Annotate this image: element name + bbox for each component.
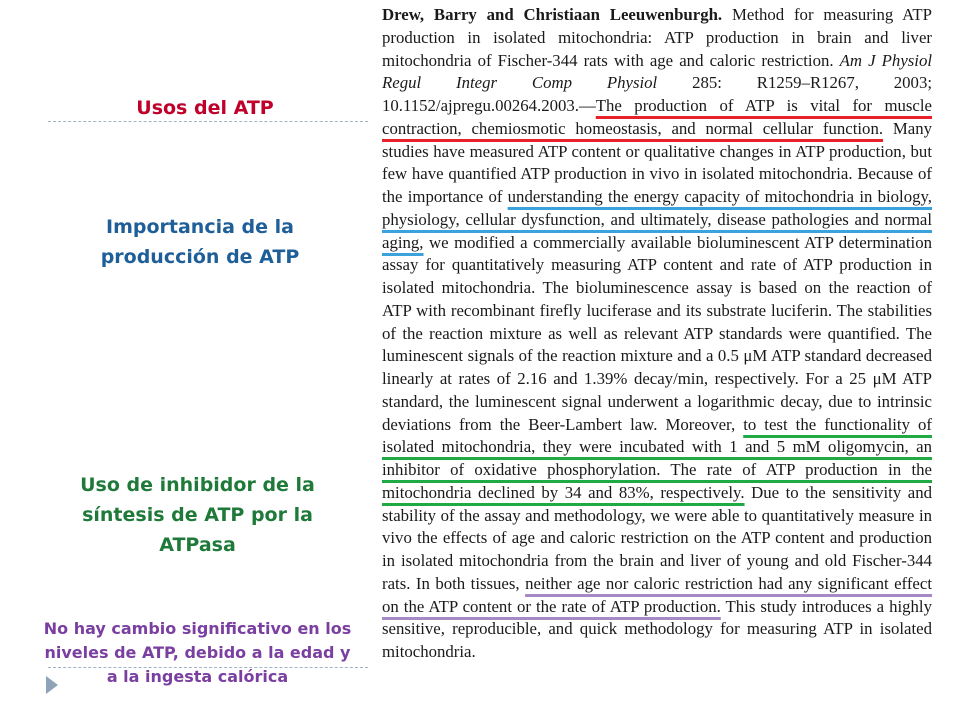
highlight-purple: neither age nor caloric restriction had any significant effect on the ATP content or the rate of ATP production. <box>382 573 932 616</box>
highlight-red: The production of ATP is vital for muscle contraction, chemiosmotic homeostasis, and normal cellular function. <box>382 96 932 138</box>
article-citation: 285: R1259–R1267, 2003; 10.1152/ajpregu.00264.2003.— <box>382 73 932 115</box>
article-text-b: we modified a commercially available bioluminescent ATP determination assay for quantitatively measuring ATP content and rate of ATP production in isolated mitochondria. The bioluminescence assay is based on the reaction of ATP with recombinant firefly luciferase and its substrate luciferin. The stabilities of the reaction mixture as well as relevant ATP standards were quantified. The luminescent signals of the reaction mixture and a 0.5 μM ATP standard decreased linearly at rates of 2.16 and 1.39% decay/min, respectively. For a 25 μM ATP standard, the luminescent signal underwent a logarithmic decay, due to intrinsic deviations from the Beer-Lambert law. Moreover, <box>382 232 932 434</box>
article-title: Method for measuring ATP production in isolated mitochondria: ATP production in brain and liver mitochondria of Fischer-344 rats with age and caloric restriction. <box>382 5 932 70</box>
note-usos-del-atp: Usos del ATP <box>136 97 274 119</box>
divider-bottom <box>48 667 368 668</box>
note-no-hay-cambio: No hay cambio significativo en los niveles de ATP, debido a la edad y a la ingesta calórica <box>43 619 352 686</box>
article-authors: Drew, Barry and Christiaan Leeuwenburgh. <box>382 5 723 24</box>
highlight-green: to test the functionality of isolated mitochondria, they were incubated with 1 and 5 mM oligomycin, an inhibitor of oxidative phosphorylation. The rate of ATP production in the mitochondria declined by 34 and 83%, respectively. <box>382 414 932 502</box>
note-importancia-produccion: Importancia de la producción de ATP <box>100 216 300 268</box>
article-text-a: Many studies have measured ATP content or qualitative changes in ATP production, but few have quantified ATP production in vivo in isolated mitochondria. Because of the importance of <box>382 118 932 206</box>
note-uso-inhibidor: Uso de inhibidor de la síntesis de ATP por la ATPasa <box>80 474 315 556</box>
article-journal: Am J Physiol Regul Integr Comp Physiol <box>382 50 933 93</box>
article-abstract <box>382 4 932 664</box>
triangle-bullet-icon <box>46 676 58 694</box>
highlight-blue: understanding the energy capacity of mitochondria in biology, physiology, cellular dysfunction, and ultimately, disease pathologies and normal aging, <box>382 187 932 252</box>
divider-top <box>48 121 368 122</box>
article-text-c: Due to the sensitivity and stability of the assay and methodology, we were able to quantitatively measure in vivo the effects of age and caloric restriction on the ATP content and production in isolated mitochondria from the brain and liver of young and old Fischer-344 rats. In both tissues, <box>382 482 932 593</box>
article-text-d: This study introduces a highly sensitive, reproducible, and quick methodology for measuring ATP in isolated mitochondria. <box>382 596 932 661</box>
